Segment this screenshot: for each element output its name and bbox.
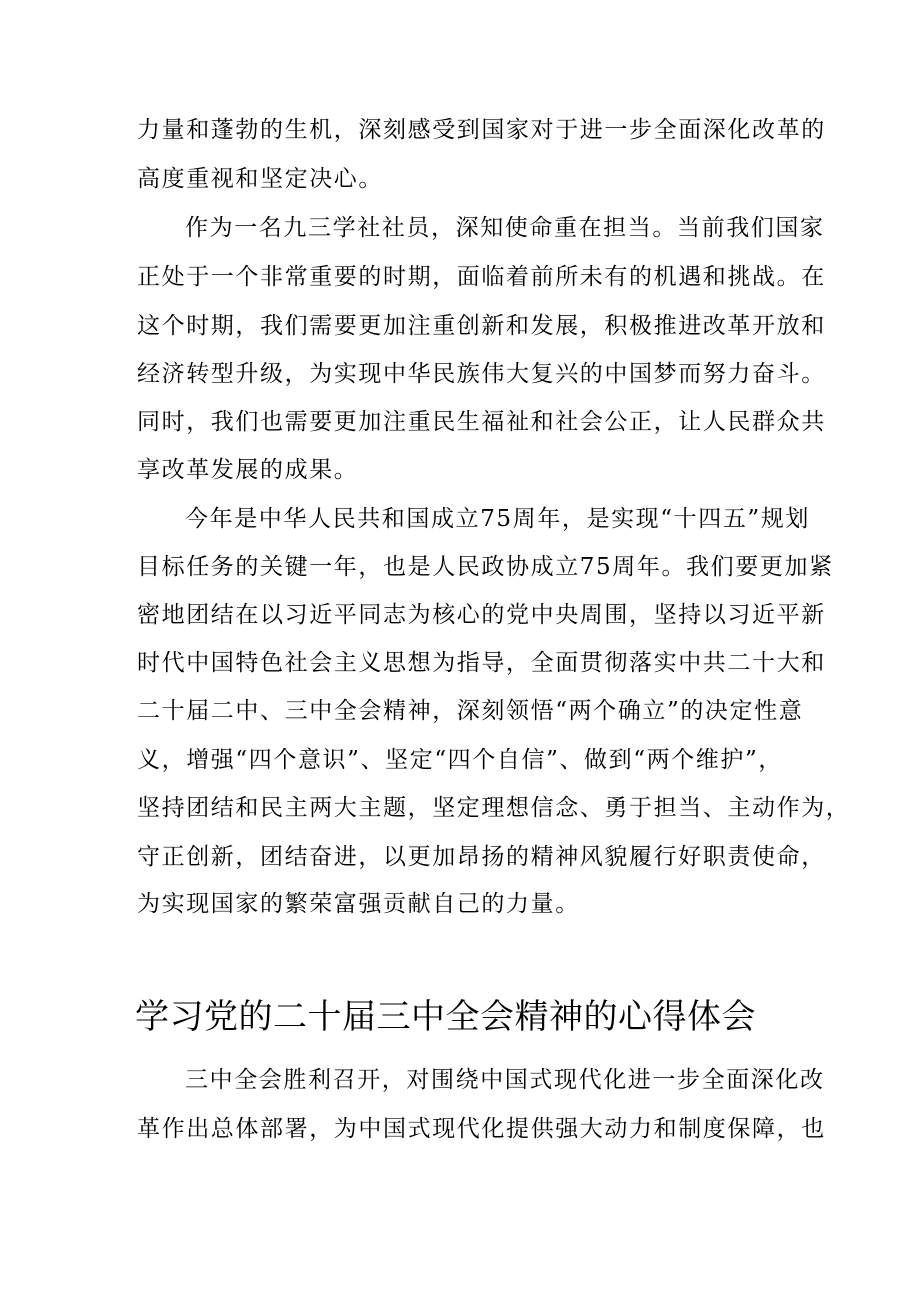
intro-line-1: 三中全会胜利召开，对围绕中国式现代化进一步全面深化改: [185, 1067, 825, 1093]
paragraph-2-line-4: 经济转型升级，为实现中华民族伟大复兴的中国梦而努力奋斗。: [137, 361, 826, 387]
paragraph-3-line-8: 守正创新，团结奋进，以更加昂扬的精神风貌履行好职责使命，: [137, 844, 826, 870]
paragraph-1-line-2: 高度重视和坚定决心。: [137, 166, 383, 192]
paragraph-3-line-7: 坚持团结和民主两大主题，坚定理想信念、勇于担当、主动作为，: [137, 795, 851, 821]
intro-line-2: 革作出总体部署，为中国式现代化提供强大动力和制度保障，也: [137, 1116, 826, 1142]
paragraph-3-line-3: 密地团结在以习近平同志为核心的党中央周围，坚持以习近平新: [137, 602, 826, 628]
paragraph-2-line-6: 享改革发展的成果。: [137, 457, 359, 483]
paragraph-3-line-4: 时代中国特色社会主义思想为指导，全面贯彻落实中共二十大和: [137, 650, 826, 676]
paragraph-3-line-2: 目标任务的关键一年，也是人民政协成立75周年。我们要更加紧: [137, 554, 834, 580]
section-heading: 学习党的二十届三中全会精神的心得体会: [135, 997, 756, 1037]
paragraph-3-line-1: 今年是中华人民共和国成立75周年，是实现“十四五”规划: [185, 506, 810, 532]
paragraph-2-line-5: 同时，我们也需要更加注重民生福祉和社会公正，让人民群众共: [137, 409, 826, 435]
paragraph-2-line-2: 正处于一个非常重要的时期，面临着前所未有的机遇和挑战。在: [137, 264, 826, 290]
paragraph-3-line-6: 义，增强“四个意识”、坚定“四个自信”、做到“两个维护”，: [137, 747, 783, 773]
paragraph-2-line-3: 这个时期，我们需要更加注重创新和发展，积极推进改革开放和: [137, 313, 826, 339]
paragraph-1-line-1: 力量和蓬勃的生机，深刻感受到国家对于进一步全面深化改革的: [137, 117, 826, 143]
paragraph-3-line-5: 二十届二中、三中全会精神，深刻领悟“两个确立”的决定性意: [137, 698, 804, 724]
paragraph-3-line-9: 为实现国家的繁荣富强贡献自己的力量。: [137, 891, 580, 917]
paragraph-2-line-1: 作为一名九三学社社员，深知使命重在担当。当前我们国家: [185, 215, 825, 241]
